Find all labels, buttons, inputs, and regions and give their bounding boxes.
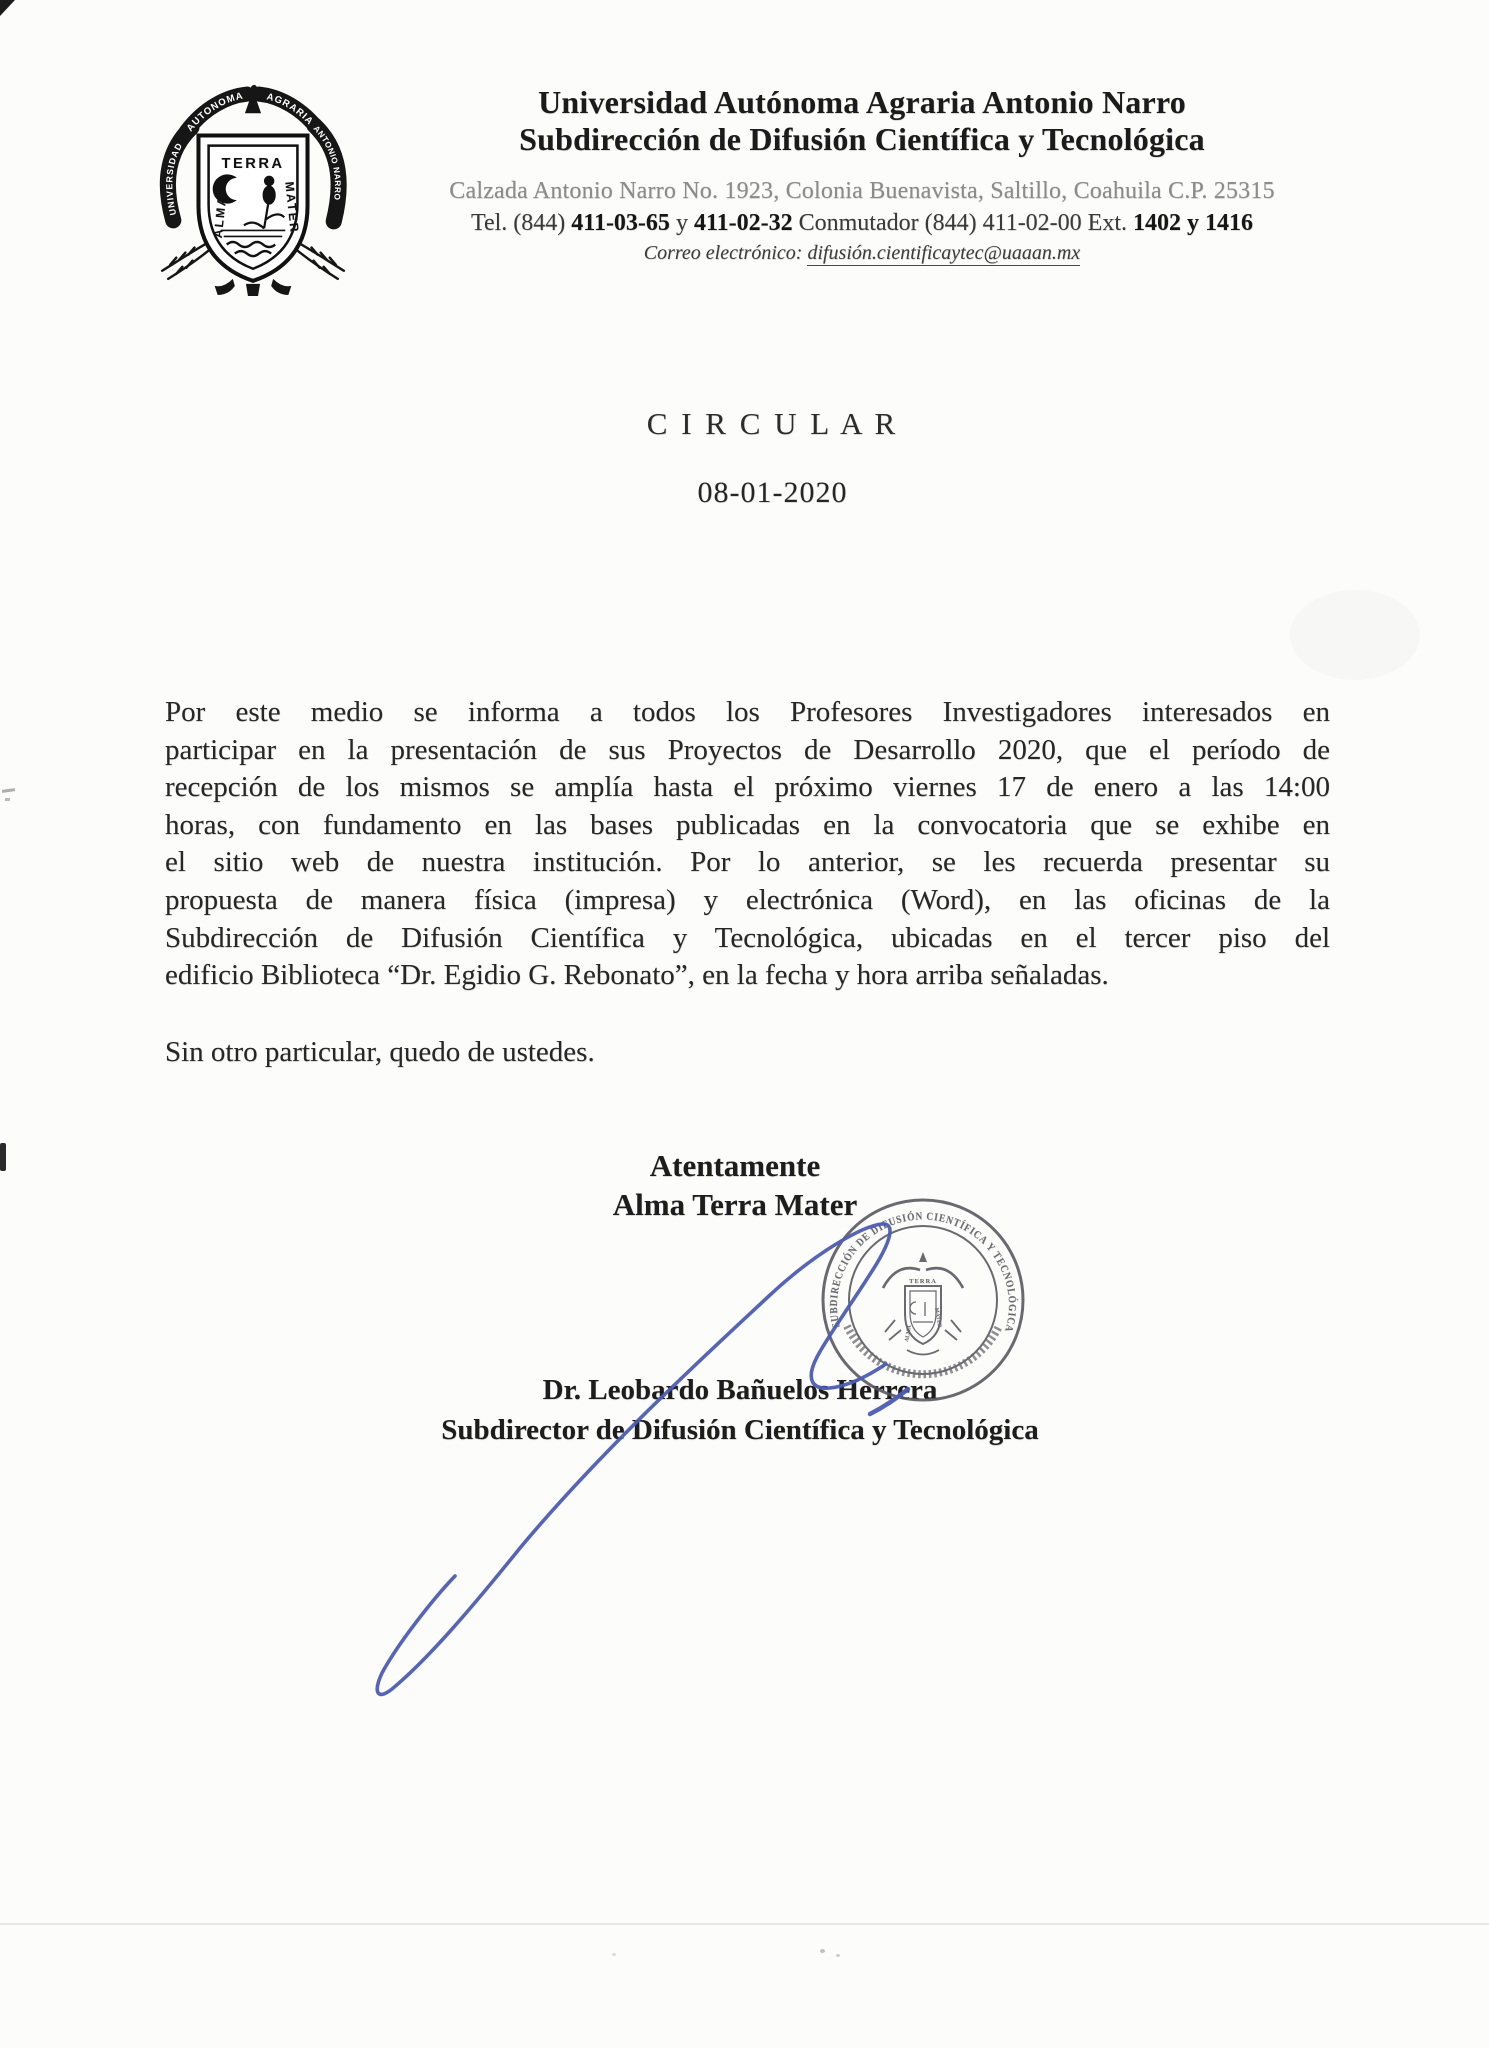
- body-line: horas, con fundamento en las bases publicadas en la convocatoria que se exhibe en: [165, 808, 1330, 841]
- logo-shield-top-label: TERRA: [221, 155, 285, 172]
- stamp-crest: [883, 1252, 963, 1355]
- logo-ribbon-autonoma-label: AUTONOMA: [184, 90, 245, 134]
- logo-shield-right-label: MATER: [282, 180, 302, 235]
- stamp-wreath: [847, 1326, 999, 1374]
- body-line: recepción de los mismos se amplía hasta el próximo viernes 17 de enero a las 14:00: [165, 771, 1330, 804]
- body-line: propuesta de manera física (impresa) y electrónica (Word), en las oficinas de la: [165, 883, 1330, 916]
- logo-ribbon-antonio-narro-label: ANTONIO NARRO: [311, 124, 343, 201]
- switchboard-number: Conmutador (844) 411-02-00 Ext.: [792, 210, 1134, 236]
- logo-ribbon-agraria-label: AGRARIA: [265, 91, 316, 128]
- body-paragraph: [165, 694, 1330, 995]
- scan-artifact: [820, 1949, 825, 1953]
- stamp-shield-right-label: MATER: [933, 1307, 943, 1329]
- phone-separator: y: [669, 210, 694, 236]
- logo-shield-left-label: ALMA: [210, 194, 230, 239]
- scan-artifact: [5, 798, 10, 801]
- email-address: difusión.cientificaytec@uaaan.mx: [807, 242, 1081, 264]
- scan-artifact: [612, 1953, 616, 1956]
- scan-artifact: [1290, 590, 1420, 680]
- signature-salutation-block: [165, 1146, 1305, 1224]
- body-line: el sitio web de nuestra institución. Por lo anterior, se les recuerda presentar su: [165, 846, 1330, 879]
- salutation: Atentamente: [649, 1148, 821, 1183]
- phone-number-2: 411-02-32: [693, 210, 793, 236]
- motto: Alma Terra Mater: [612, 1187, 858, 1222]
- address-line: Calzada Antonio Narro No. 1923, Colonia Buenavista, Saltillo, Coahuila C.P. 25315: [449, 178, 1275, 204]
- owl-icon: [263, 185, 276, 204]
- signatory-title: Subdirector de Difusión Científica y Tecnológica: [441, 1414, 1039, 1446]
- phone-extensions: 1402 y 1416: [1133, 210, 1254, 236]
- phone-label: Tel. (844): [470, 210, 572, 236]
- email-label: Correo electrónico:: [643, 242, 808, 264]
- body-line: Por este medio se informa a todos los Profesores Investigadores interesados en: [165, 696, 1330, 728]
- body-line: participar en la presentación de sus Proyectos de Desarrollo 2020, que el período de: [165, 733, 1330, 766]
- phone-number-1: 411-03-65: [571, 210, 670, 236]
- document-title: C I R C U L A R: [646, 406, 899, 441]
- scan-artifact: [2, 788, 15, 793]
- document-date: 08-01-2020: [697, 476, 848, 509]
- stamp-shield-top-label: TERRA: [909, 1278, 937, 1285]
- logo-ribbon-universidad-label: UNIVERSIDAD: [164, 140, 185, 217]
- scan-artifact: [836, 1954, 840, 1957]
- svg-text:SUBDIRECCIÓN DE DIFUSIÓN CIENT: [828, 1210, 1018, 1333]
- stamp-ring-label: SUBDIRECCIÓN DE DIFUSIÓN CIENTÍFICA Y TECNOLÓGICA: [827, 1210, 1019, 1335]
- department-round-stamp: [813, 1190, 1033, 1410]
- stamp-shield-left-label: ALMA: [904, 1324, 913, 1343]
- department-name: Subdirección de Difusión Científica y Tecnológica: [519, 121, 1205, 157]
- signatory-name: Dr. Leobardo Bañuelos Herrera: [542, 1374, 938, 1406]
- email-line: [400, 239, 1324, 268]
- body-line: edificio Biblioteca “Dr. Egidio G. Rebonato”, en la fecha y hora arriba señaladas.: [165, 959, 1109, 992]
- scan-artifact: [0, 1143, 6, 1171]
- signatory-block: [165, 1370, 1315, 1450]
- university-name: Universidad Autónoma Agraria Antonio Narro: [538, 84, 1186, 120]
- closing-line: Sin otro particular, quedo de ustedes.: [165, 1036, 595, 1068]
- letterhead: [400, 84, 1324, 268]
- phone-line: [400, 207, 1324, 239]
- body-line: Subdirección de Difusión Científica y Tecnológica, ubicadas en el tercer piso del: [165, 921, 1330, 954]
- university-crest-logo: [146, 76, 360, 300]
- scan-artifact: [0, 0, 15, 16]
- scan-artifact: [0, 1923, 1489, 1925]
